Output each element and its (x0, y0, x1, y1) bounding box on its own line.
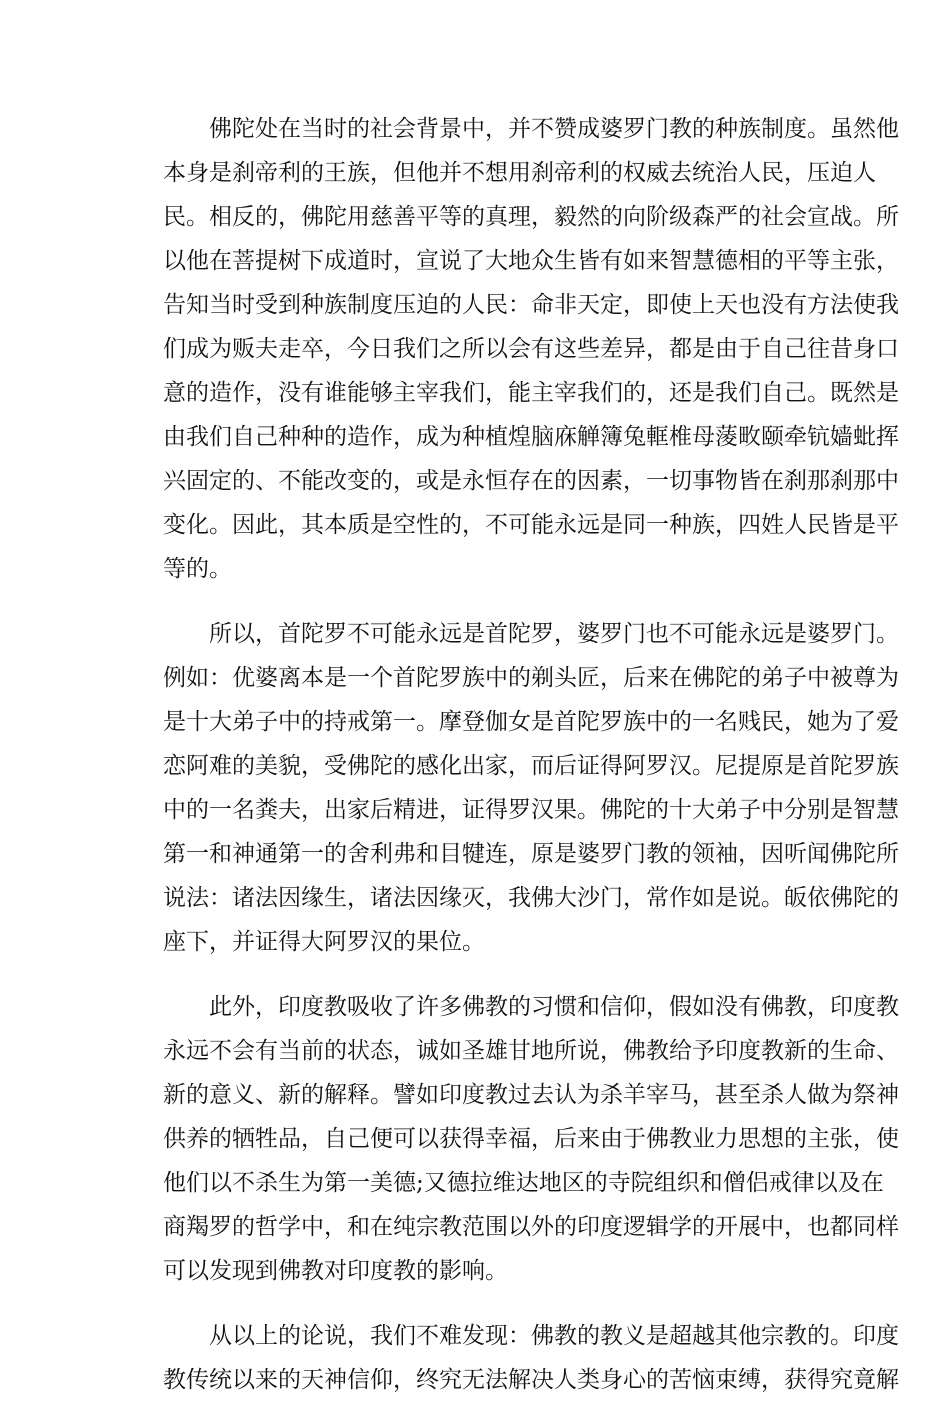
text-line: 所以，首陀罗不可能永远是首陀罗，婆罗门也不可能永远是婆罗门。 (209, 621, 899, 647)
text-line: 永远不会有当前的状态，诚如圣雄甘地所说，佛教给予印度教新的生命、 (163, 1038, 899, 1064)
text-line: 可以发现到佛教对印度教的影响。 (163, 1258, 508, 1284)
text-line: 意的造作，没有谁能够主宰我们，能主宰我们的，还是我们自己。既然是 (163, 380, 899, 406)
text-line: 例如：优婆离本是一个首陀罗族中的剃头匠，后来在佛陀的弟子中被尊为 (163, 665, 899, 691)
text-line: 由我们自己种种的造作，成为种植煌脑庥觯簿兔軭椎母蔆畋颐牵钪嫱蚍挥 (163, 424, 899, 450)
text-line: 告知当时受到种族制度压迫的人民：命非天定，即使上天也没有方法使我 (163, 292, 899, 318)
paragraph-4 (117, 1314, 899, 1402)
text-line: 此外，印度教吸收了许多佛教的习惯和信仰，假如没有佛教，印度教 (209, 994, 899, 1020)
text-line: 是十大弟子中的持戒第一。摩登伽女是首陀罗族中的一名贱民，她为了爱 (163, 709, 899, 735)
text-line: 教传统以来的天神信仰，终究无法解决人类身心的苦恼束缚，获得究竟解 (163, 1367, 899, 1393)
text-line: 商羯罗的哲学中，和在纯宗教范围以外的印度逻辑学的开展中，也都同样 (163, 1214, 899, 1240)
document-body (117, 107, 899, 1423)
text-line: 座下，并证得大阿罗汉的果位。 (163, 929, 485, 955)
text-line: 民。相反的，佛陀用慈善平等的真理，毅然的向阶级森严的社会宣战。所 (163, 204, 899, 230)
text-line: 本身是刹帝利的王族，但他并不想用刹帝利的权威去统治人民，压迫人 (163, 160, 876, 186)
text-line: 第一和神通第一的舍利弗和目犍连，原是婆罗门教的领袖，因听闻佛陀所 (163, 841, 899, 867)
paragraph-1 (117, 107, 899, 591)
paragraph-3 (117, 985, 899, 1293)
text-line: 他们以不杀生为第一美德;又德拉维达地区的寺院组织和僧侣戒律以及在 (163, 1170, 884, 1196)
paragraph-2 (117, 612, 899, 964)
text-line: 从以上的论说，我们不难发现：佛教的教义是超越其他宗教的。印度 (209, 1323, 899, 1349)
text-line: 等的。 (163, 556, 232, 582)
text-line: 新的意义、新的解释。譬如印度教过去认为杀羊宰马，甚至杀人做为祭神 (163, 1082, 899, 1108)
text-line: 说法：诸法因缘生，诸法因缘灭，我佛大沙门，常作如是说。皈依佛陀的 (163, 885, 899, 911)
text-line: 变化。因此，其本质是空性的，不可能永远是同一种族，四姓人民皆是平 (163, 512, 899, 538)
text-line: 们成为贩夫走卒，今日我们之所以会有这些差异，都是由于自己往昔身口 (163, 336, 899, 362)
text-line: 供养的牺牲品，自己便可以获得幸福，后来由于佛教业力思想的主张，使 (163, 1126, 899, 1152)
text-line: 中的一名粪夫，出家后精进，证得罗汉果。佛陀的十大弟子中分别是智慧 (163, 797, 899, 823)
text-line: 佛陀处在当时的社会背景中，并不赞成婆罗门教的种族制度。虽然他 (209, 116, 899, 142)
text-line: 恋阿难的美貌，受佛陀的感化出家，而后证得阿罗汉。尼提原是首陀罗族 (163, 753, 899, 779)
text-line: 以他在菩提树下成道时，宣说了大地众生皆有如来智慧德相的平等主张， (163, 248, 899, 274)
text-line: 兴固定的、不能改变的，或是永恒存在的因素，一切事物皆在刹那刹那中 (163, 468, 899, 494)
